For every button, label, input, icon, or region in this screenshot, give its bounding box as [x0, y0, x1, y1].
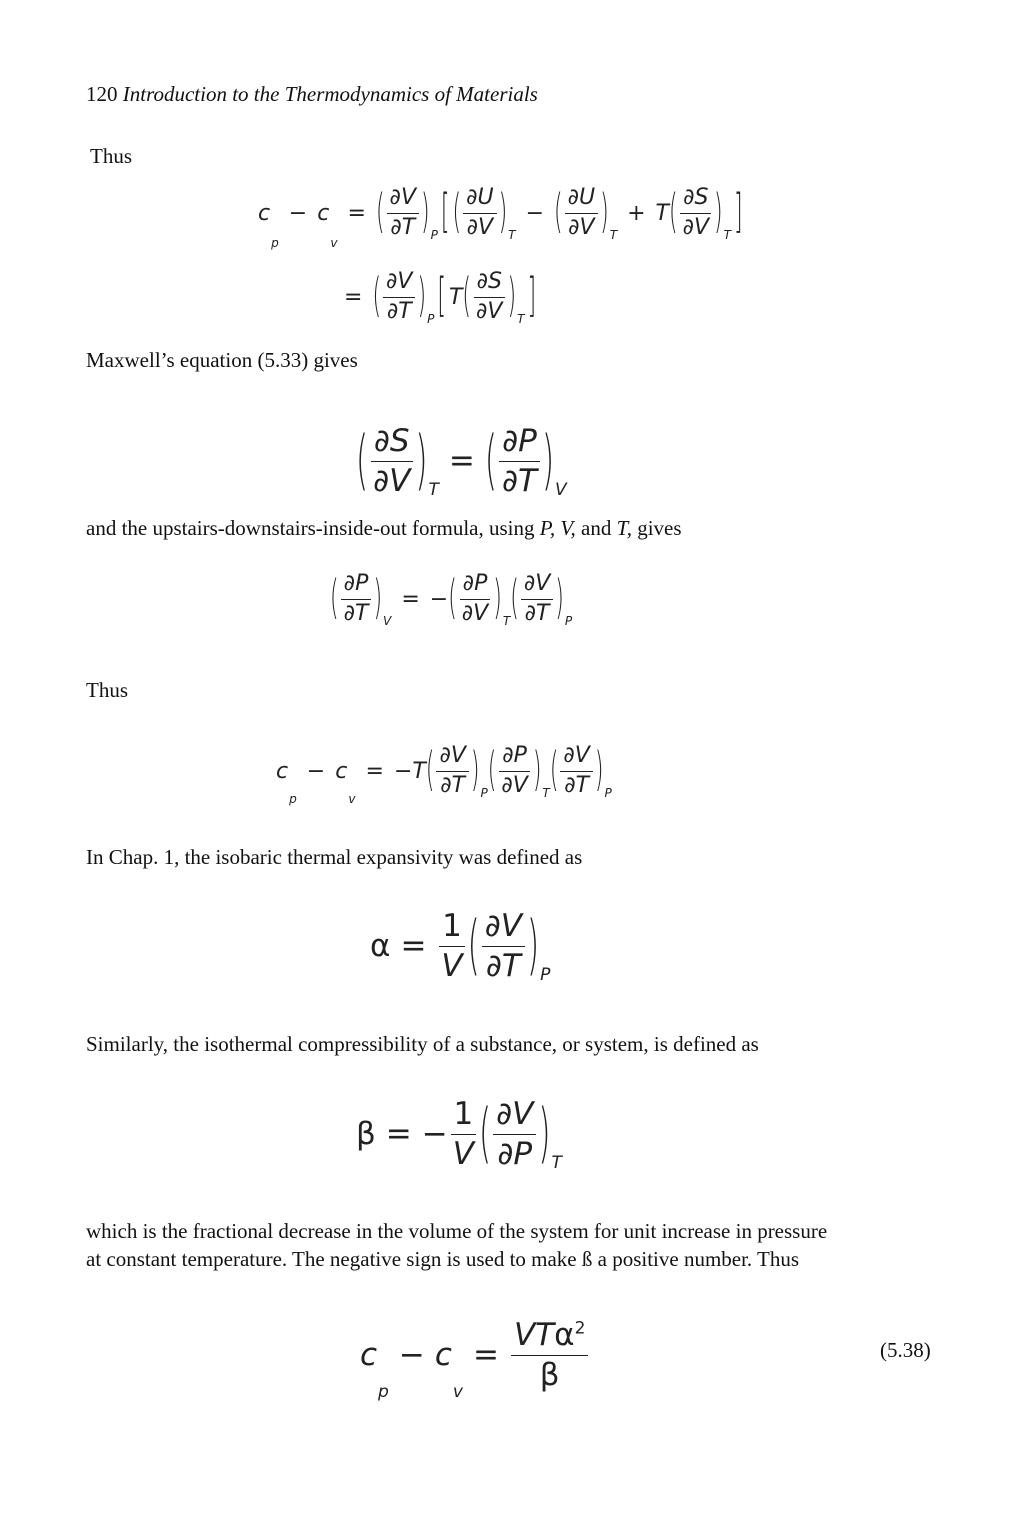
- text-upstairs: and the upstairs-downstairs-inside-out formula, using P, V, and T, gives: [86, 516, 682, 540]
- text-similarly: Similarly, the isothermal compressibility of a substance, or system, is defined as: [86, 1032, 759, 1056]
- book-title: Introduction to the Thermodynamics of Materials: [122, 82, 538, 106]
- running-header: [86, 80, 538, 108]
- equation-5-38: c p − c v = $\frac{VT\alpha^2}{\beta}$: [360, 1310, 590, 1400]
- text-thus-1: Thus: [90, 144, 132, 168]
- paragraph-fractional-decrease: which is the fractional decrease in the volume of the system for unit increase in pressure at constant temperature. The negative sign is used to make ß a positive number. Thus: [86, 1219, 828, 1271]
- text-thus-2: Thus: [86, 678, 128, 702]
- equation-maxwell-relation: ( $\frac{\partial S}{\partial V}$ ) T = ( $\frac{\partial P}{\partial T}$ ) V: [356, 423, 567, 500]
- equation-alpha-definition: α = $\frac{1}{V}$ ( $\frac{\partial V}{\partial T}$ ) P: [370, 908, 551, 985]
- equation-cp-cv-simplified: = ( $\frac{\partial V}{\partial T}$ ) P [ T ( $\frac{\partial S}{\partial V}$ ) T ]: [344, 269, 537, 326]
- equation-cp-cv-product: c p − c v = − T ( $\frac{\partial V}{\partial T}$ ) P ( $\frac{\partial P}{\partial V}$ ) T ( $\frac{\partial V}{\partial T}$ ) P: [276, 743, 612, 806]
- equation-number: (5.38): [880, 1338, 931, 1362]
- equation-beta-definition: β = − $\frac{1}{V}$ ( $\frac{\partial V}{\partial P}$ ) T: [356, 1096, 562, 1173]
- page-number: 120: [86, 82, 118, 106]
- equation-cp-cv-expansion: c p − c v = ( $\frac{\partial V}{\partial T}$ ) P [ ( $\frac{\partial U}{\partial V}$ ) T − ( $\frac{\partial U}{\partial V}$ ) T + T ( $\frac{\partial S}{\partial V}$ ) T ]: [258, 185, 743, 250]
- text-maxwell: Maxwell’s equation (5.33) gives: [86, 348, 358, 372]
- equation-triple-product: ( $\frac{\partial P}{\partial T}$ ) V = − ( $\frac{\partial P}{\partial V}$ ) T ( $\frac{\partial V}{\partial T}$ ) P: [330, 571, 573, 628]
- text-chap1: In Chap. 1, the isobaric thermal expansivity was defined as: [86, 845, 583, 869]
